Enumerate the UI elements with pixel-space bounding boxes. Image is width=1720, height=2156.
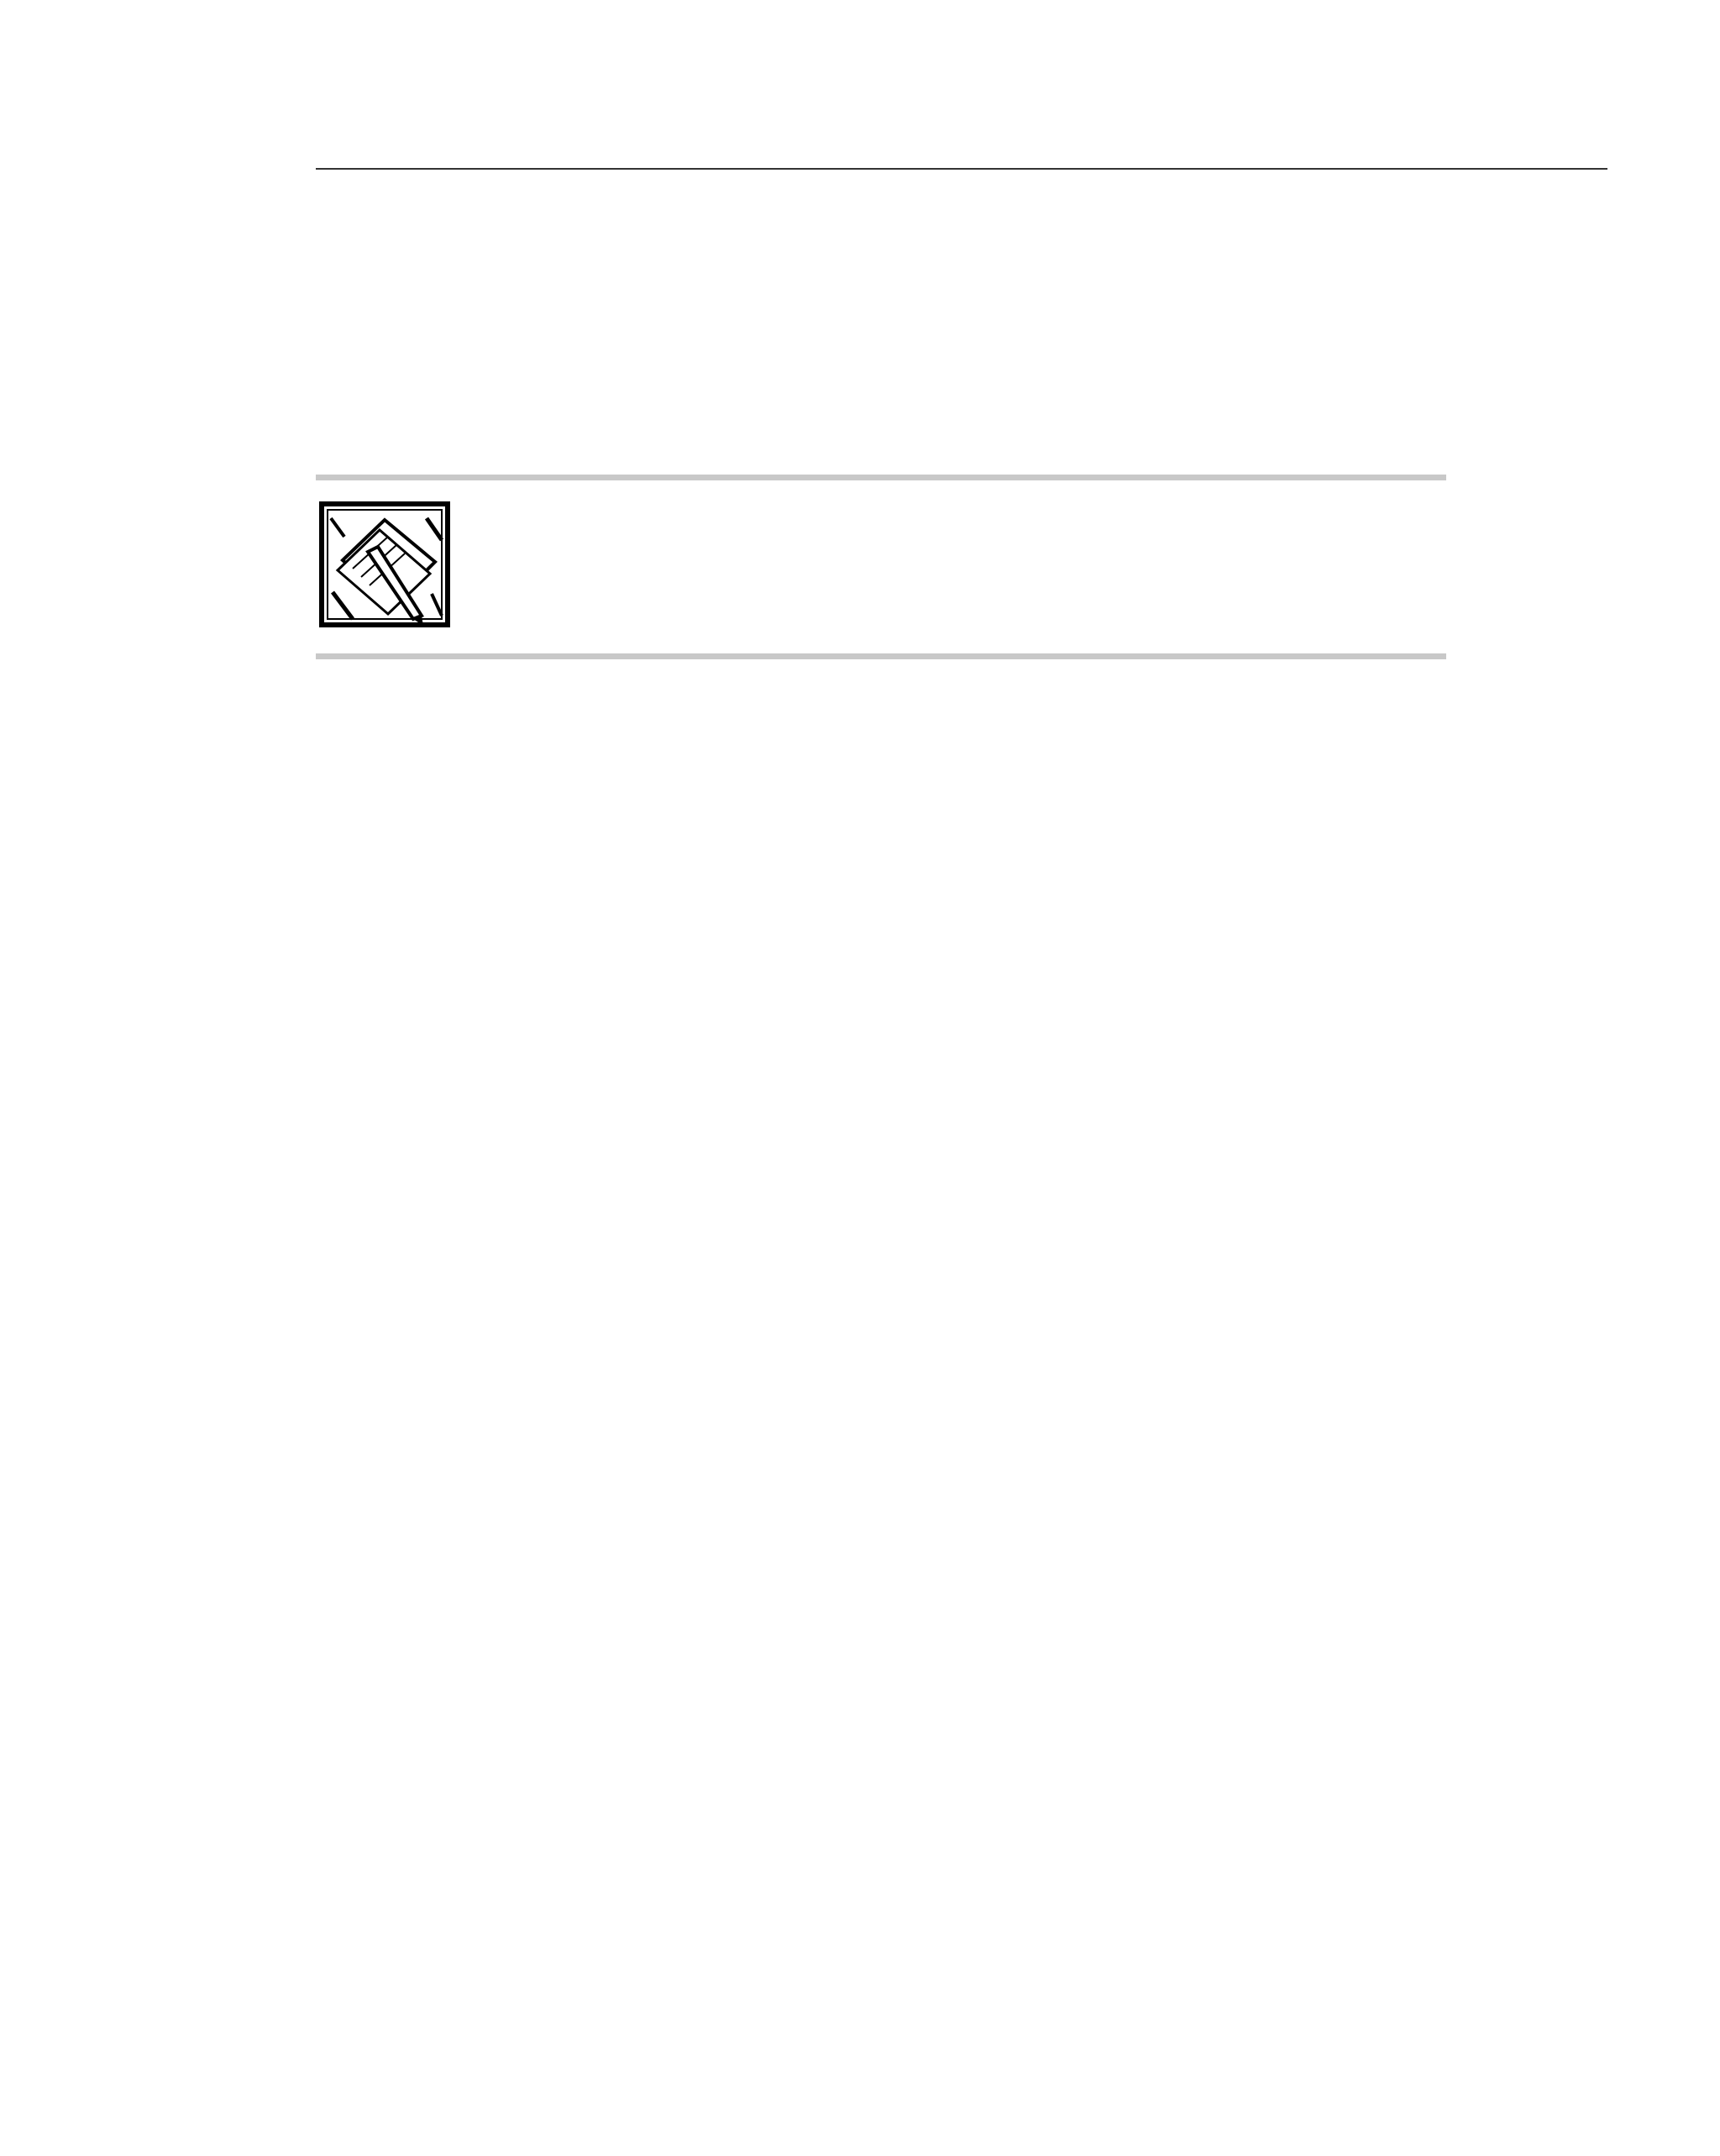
note-bottom-rule [316,653,1446,659]
note-icon [319,501,450,627]
note-top-rule [316,475,1446,480]
section-paragraph [316,710,1446,749]
running-header [316,118,1607,170]
